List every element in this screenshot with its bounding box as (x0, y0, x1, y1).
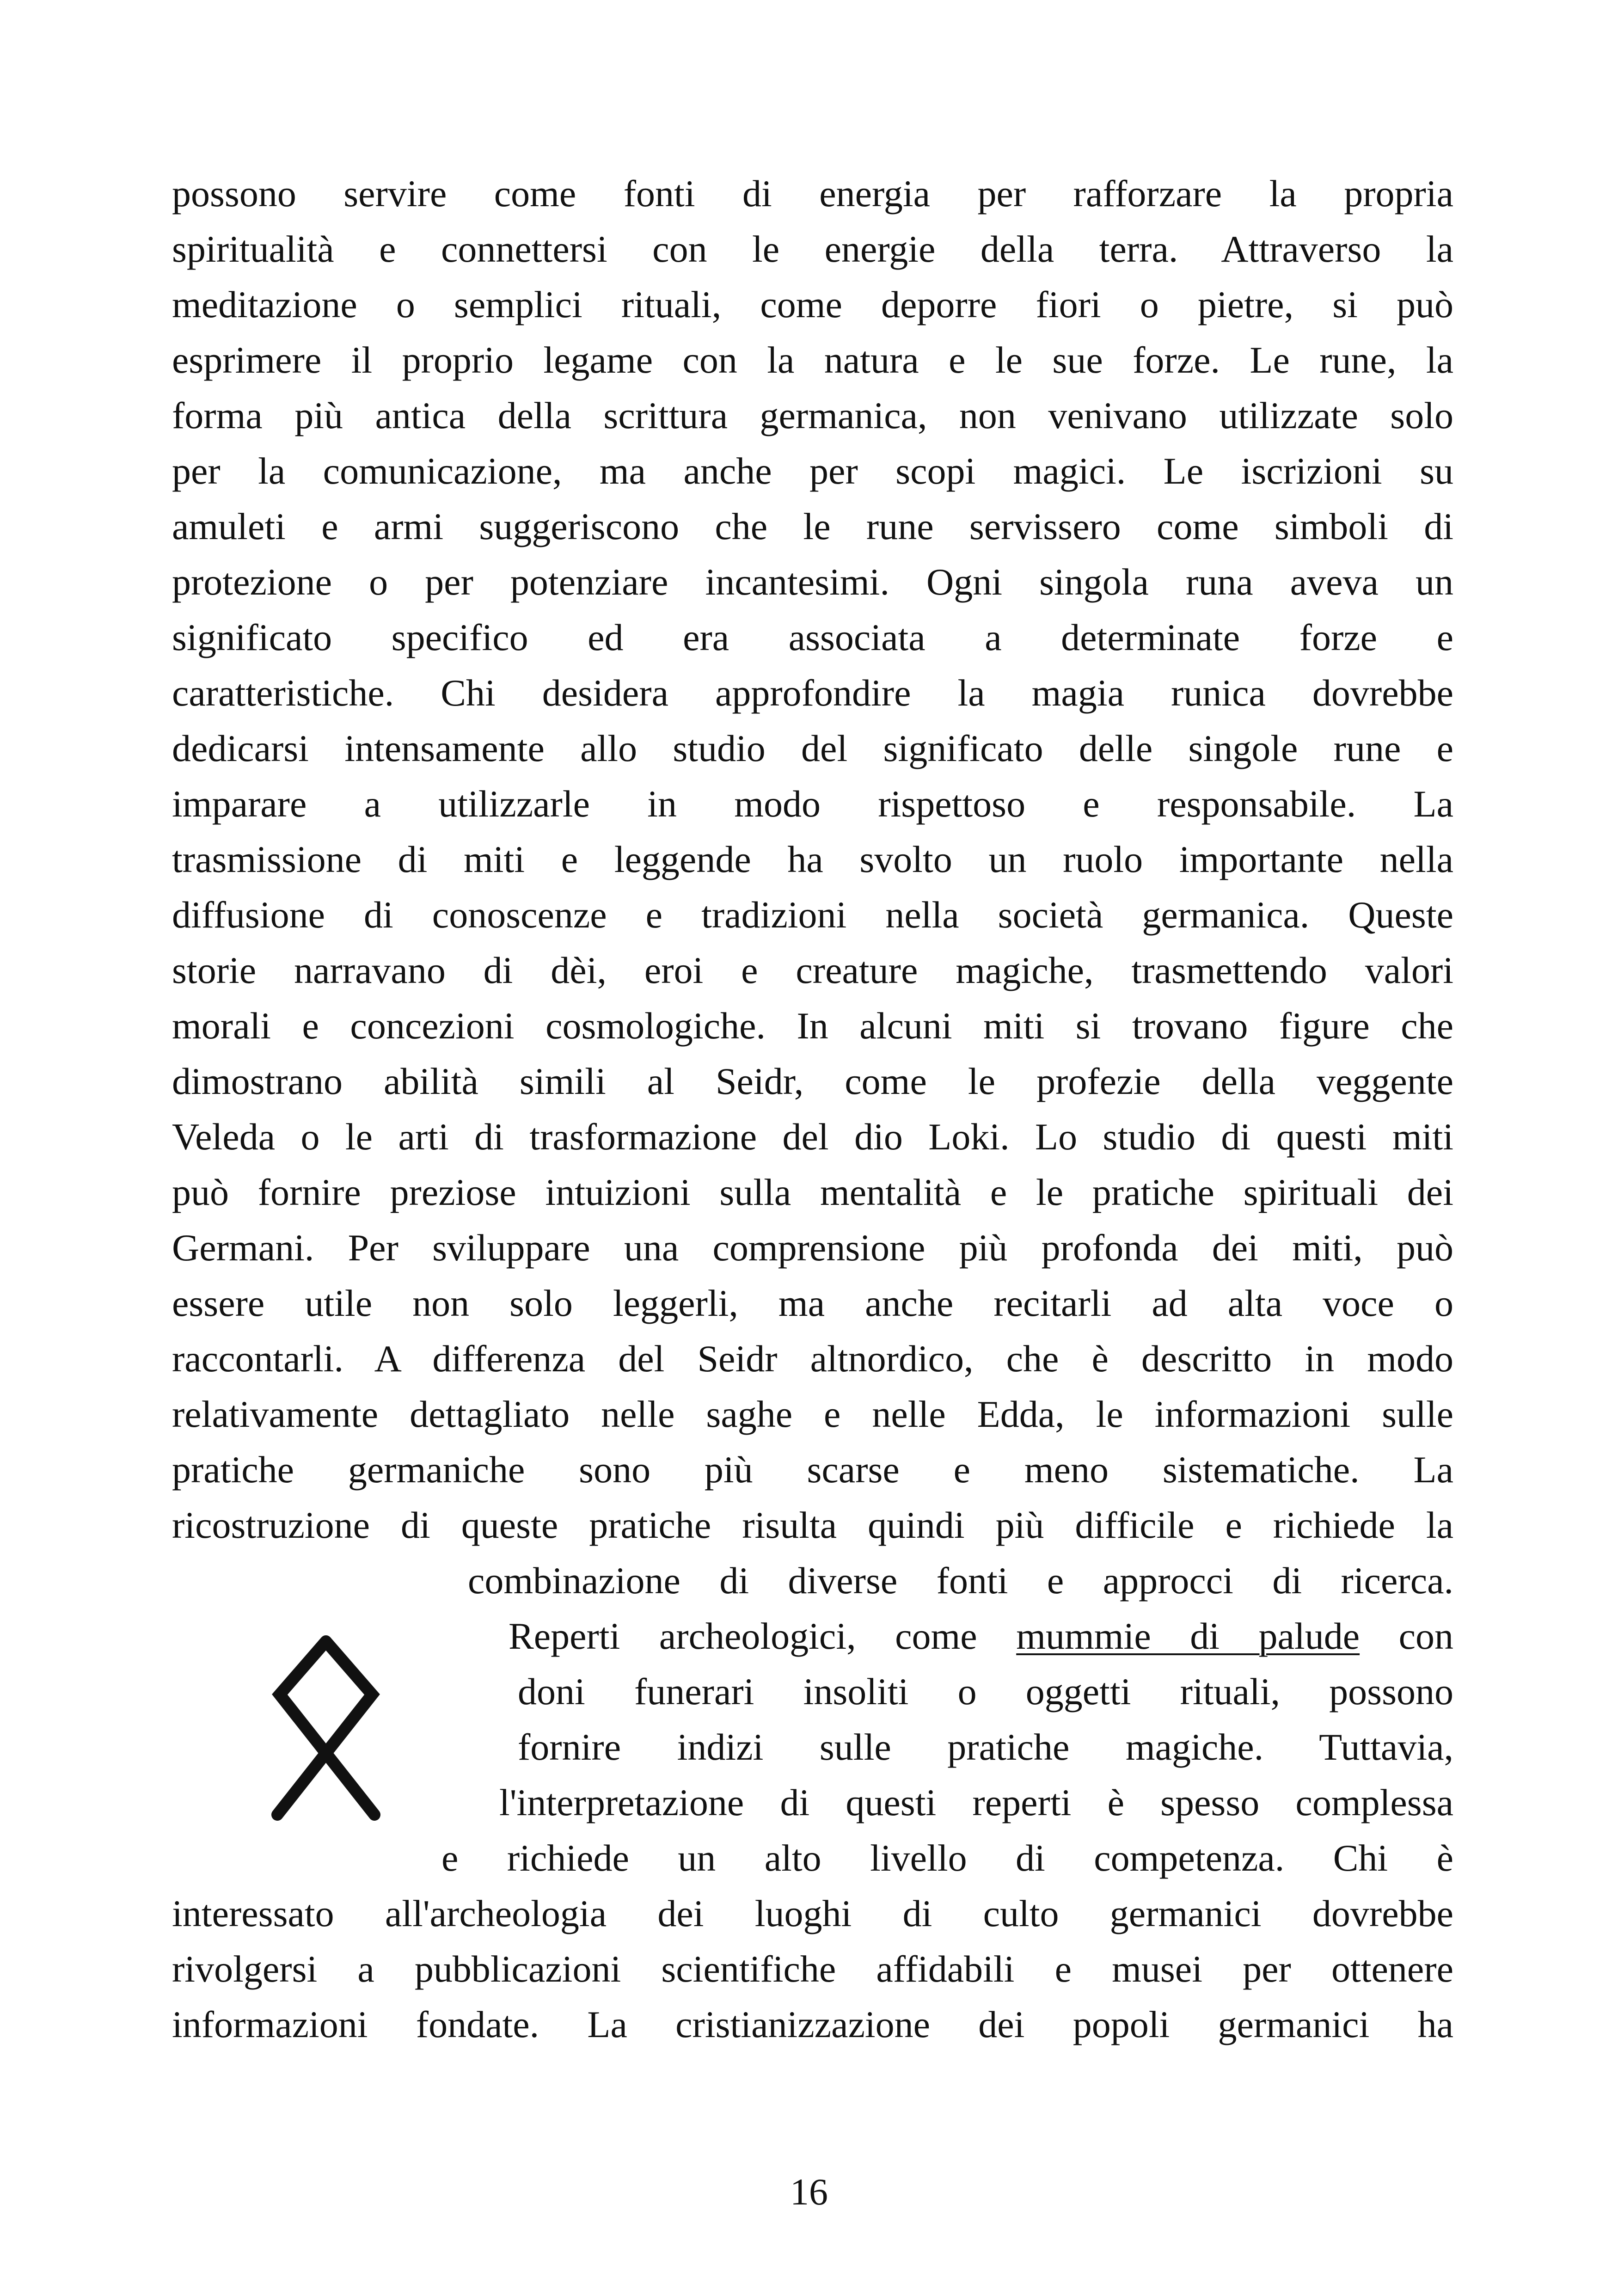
text-line: e richiede un alto livello di competenza. Chi è (441, 1837, 1453, 1879)
text-line: meditazione o semplici rituali, come deporre fiori o pietre, si può (172, 283, 1453, 325)
text-line: diffusione di conoscenze e tradizioni nella società germanica. Queste (172, 894, 1453, 936)
othala-rune-icon (268, 1632, 384, 1822)
text-line: raccontarli. A differenza del Seidr altnordico, che è descritto in modo (172, 1338, 1453, 1380)
text-line: possono servire come fonti di energia per rafforzare la propria (172, 172, 1453, 215)
text-segment: con (1398, 1615, 1454, 1657)
text-line: combinazione di diverse fonti e approcci di ricerca. (468, 1559, 1453, 1602)
text-line: Germani. Per sviluppare una comprensione più profonda dei miti, può (172, 1227, 1453, 1269)
text-line: protezione o per potenziare incantesimi. Ogni singola runa aveva un (172, 561, 1453, 603)
text-line: significato specifico ed era associata a determinate forze e (172, 616, 1453, 658)
text-line: trasmissione di miti e leggende ha svolto un ruolo importante nella (172, 838, 1453, 880)
text-line: morali e concezioni cosmologiche. In alcuni miti si trovano figure che (172, 1005, 1453, 1047)
text-line: dimostrano abilità simili al Seidr, come le profezie della veggente (172, 1060, 1453, 1102)
text-line: interessato all'archeologia dei luoghi di culto germanici dovrebbe (172, 1892, 1453, 1934)
text-line: doni funerari insoliti o oggetti rituali, possono (518, 1670, 1453, 1713)
text-line: forma più antica della scrittura germanica, non venivano utilizzate solo (172, 394, 1453, 436)
text-line: fornire indizi sulle pratiche magiche. Tuttavia, (518, 1726, 1453, 1768)
text-line: imparare a utilizzarle in modo rispettoso e responsabile. La (172, 783, 1453, 825)
text-line: caratteristiche. Chi desidera approfondire la magia runica dovrebbe (172, 672, 1453, 714)
text-line: l'interpretazione di questi reperti è spesso complessa (499, 1781, 1453, 1823)
text-line: dedicarsi intensamente allo studio del significato delle singole rune e (172, 727, 1453, 769)
text-line: ricostruzione di queste pratiche risulta quindi più difficile e richiede la (172, 1504, 1453, 1546)
text-line: Veleda o le arti di trasformazione del dio Loki. Lo studio di questi miti (172, 1116, 1453, 1158)
text-line-with-link (509, 1617, 1453, 1659)
text-line: pratiche germaniche sono più scarse e meno sistematiche. La (172, 1449, 1453, 1491)
text-line: relativamente dettagliato nelle saghe e nelle Edda, le informazioni sulle (172, 1393, 1453, 1435)
text-line: esprimere il proprio legame con la natura e le sue forze. Le rune, la (172, 339, 1453, 381)
text-line: informazioni fondate. La cristianizzazione dei popoli germanici ha (172, 2003, 1453, 2045)
text-line: rivolgersi a pubblicazioni scientifiche affidabili e musei per ottenere (172, 1948, 1453, 1990)
text-line: storie narravano di dèi, eroi e creature magiche, trasmettendo valori (172, 949, 1453, 991)
text-line: può fornire preziose intuizioni sulla mentalità e le pratiche spirituali dei (172, 1171, 1453, 1213)
text-line: amuleti e armi suggeriscono che le rune servissero come simboli di (172, 505, 1453, 547)
mummie-di-palude-link[interactable]: mummie di palude (1016, 1615, 1360, 1657)
text-line: essere utile non solo leggerli, ma anche recitarli ad alta voce o (172, 1282, 1453, 1324)
text-segment: Reperti archeologici, come (509, 1615, 977, 1657)
page-number: 16 (790, 2171, 828, 2213)
text-line: spiritualità e connettersi con le energie della terra. Attraverso la (172, 228, 1453, 270)
text-line: per la comunicazione, ma anche per scopi magici. Le iscrizioni su (172, 450, 1453, 492)
